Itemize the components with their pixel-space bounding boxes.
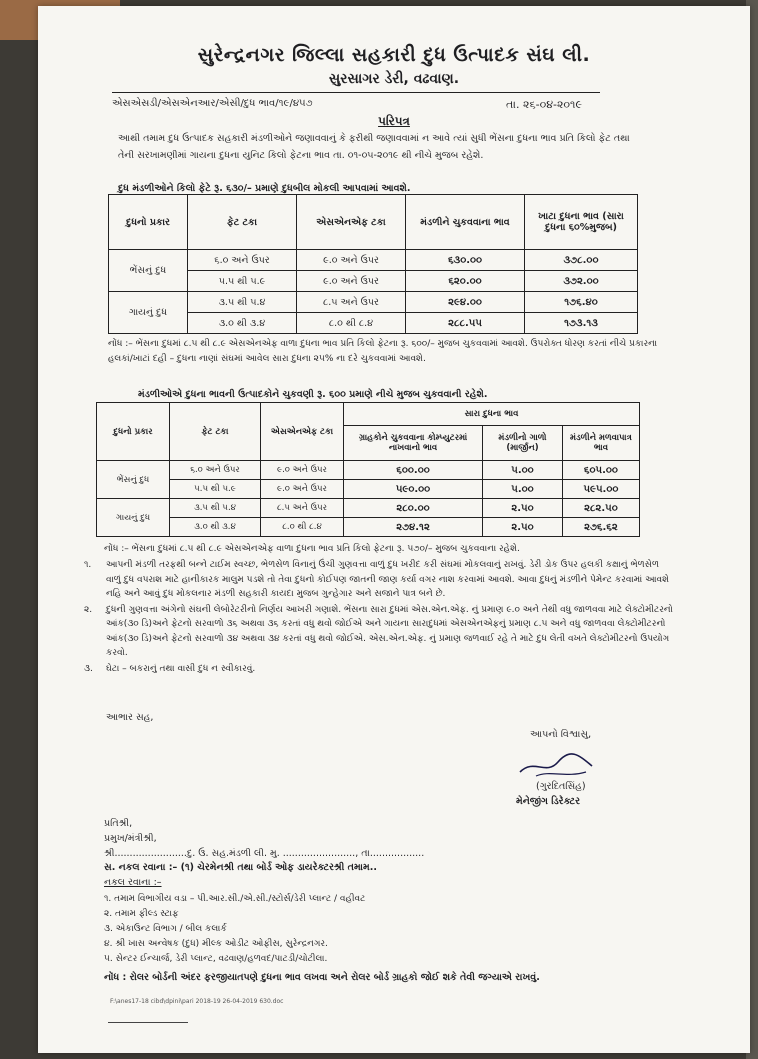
cell-fat: ૬.૦ અને ઉપર bbox=[170, 461, 261, 480]
cell-receivable: ૨૭૬.૬૨ bbox=[562, 518, 639, 537]
cell-sour: ૧૭૬.૪૦ bbox=[525, 292, 638, 313]
point-text: ઘેટા – બકરાનું તથા વાસી દુધ ન સ્વીકારવું. bbox=[106, 663, 256, 674]
point-text: દુધની ગુણવત્તા અંગેનો સંઘની લેબોરેટરીનો નિર્ણય આખરી ગણાશે. ભેંસના સારા દુધમાં એસ.એન.એફ. નું પ્રમાણ ૯.૦ અને તેથી વધુ જાળવવા માટે લેક્ટોમીટરનો આંક(૩૦ ડિ)અને ફેટનો સરવાળો ૩૬ અથવા ૩૬ કરતાં વધુ થવો જોઈએ અને ગાયના સારાદુધમાં એસએનએફનું પ્રમાણ ૮.૫ અને વધુ જાળવવા લેક્ટોમીટરનો આંક(૩૦ ડિ)અને ફેટનો સરવાળો ૩૪ અથવા ૩૪ કરતાં વધુ થવો જોઈએ. એસ.એન.એફ. નું પ્રમાણ જળવાઈ રહે તે માટે દુધ લેતી વખતે લેક્ટોમીટરનો ઉપયોગ કરવો. bbox=[106, 604, 673, 658]
col-computer-rate: ગ્રાહકોને ચુકવવાના કોમ્પ્યુટરમાં નાખવાનો ભાવ bbox=[344, 426, 483, 461]
cell-fat: ૩.૦ થી ૩.૪ bbox=[170, 518, 261, 537]
cell-sour: ૩૭૨.૦૦ bbox=[525, 271, 638, 292]
copy-to-list bbox=[104, 892, 365, 967]
col-group-good-milk: સારા દુધના ભાવ bbox=[344, 403, 640, 426]
cell-milk-type: ભેંસનું દુધ bbox=[109, 250, 188, 292]
address-line: પ્રમુખ/મંત્રીશ્રી, bbox=[104, 833, 157, 844]
cell-snf: ૯.૦ અને ઉપર bbox=[261, 480, 344, 499]
file-path: F:\anes17-18 cibd\dpini\pari 2018-19 26-04-2019 630.doc bbox=[110, 998, 284, 1005]
list-item: ૩. એકાઉન્ટ વિભાગ / બીલ કલાર્ક bbox=[104, 924, 227, 934]
cell-computer: ૨૮૦.૦૦ bbox=[344, 499, 483, 518]
cell-sour: ૧૭૩.૧૩ bbox=[525, 313, 638, 334]
cell-fat: ૩.૦ થી ૩.૪ bbox=[188, 313, 297, 334]
cell-rate: ૬૨૦.૦૦ bbox=[406, 271, 525, 292]
cell-computer: ૨૭૪.૧૨ bbox=[344, 518, 483, 537]
producer-rate-table bbox=[96, 402, 640, 537]
col-margin: મંડળીનો ગાળો (માર્જીન) bbox=[483, 426, 563, 461]
table-row bbox=[97, 480, 640, 499]
table-row bbox=[109, 313, 638, 334]
table-row bbox=[97, 518, 640, 537]
table-row bbox=[97, 461, 640, 480]
point-text: આપની મંડળી તરફથી બન્ને ટાઈમ સ્વચ્છ, ભેળસેળ વિનાનું ઉંચી ગુણવત્તા વાળું દુધ ખરીદ કરી સંઘમાં મોકલવાનું રાખવું. ડેરી ડોક ઉપર હલકી કક્ષાનું ભેળસેળ વાળું દુધ વપરાશ માટે હાનીકારક માલુમ પડશે તો તેવા દુધનો કોઈપણ જાતની જાણ કર્યા વગર નાશ કરવામાં આવશે. આવા દુધનું મંડળીને પેમેન્ટ કરવામાં આવશે નહિ અને આવું દુધ મોકલનાર મંડળી સહકારી કાયદા મુજબ ગુન્હેગાર અને સજાને પાત્ર બને છે. bbox=[106, 560, 670, 599]
circular-date: તા. ૨૬-૦૪-૨૦૧૯ bbox=[506, 98, 582, 111]
col-society-rate: મંડળીને ચુકવવાના ભાવ bbox=[406, 195, 525, 250]
cell-snf: ૮.૦ થી ૮.૪ bbox=[261, 518, 344, 537]
cell-fat: ૬.૦ અને ઉપર bbox=[188, 250, 297, 271]
list-item bbox=[84, 662, 674, 677]
cell-receivable: ૫૯૫.૦૦ bbox=[562, 480, 639, 499]
cell-receivable: ૬૦૫.૦૦ bbox=[562, 461, 639, 480]
table-row bbox=[109, 250, 638, 271]
cell-computer: ૫૯૦.૦૦ bbox=[344, 480, 483, 499]
list-item: ૧. તમામ વિભાગીય વડા – પી.આર.સી./એ.સી./સ્ટોર્સ/ડેરી પ્લાન્ટ / વહીવટ bbox=[104, 894, 366, 904]
table1-intro: દુધ મંડળીઓને કિલો ફેટે રૂ. ૬૩૦/– પ્રમાણે દુધબીલ મોકલી આપવામાં આવશે. bbox=[118, 183, 411, 194]
table1-note: નોંધ :– ભેંસના દુધમાં ૮.૫ થી ૮.૯ એસએનએફ વાળા દુધના ભાવ પ્રતિ કિલો ફેટના રૂ. ૬૦૦/– મુજબ ચુકવવામાં આવશે. ઉપરોક્ત ધોરણ કરતાં નીચે પ્રકારના હલકાં/ખાટાં દહી – દુધના નાણાં સંઘમાં આવેલ સારા દુધના ૨૫% ના દરે ચુકવવામાં આવશે. bbox=[108, 339, 658, 364]
cell-fat: ૩.૫ થી ૫.૪ bbox=[188, 292, 297, 313]
cell-rate: ૨૯૪.૦૦ bbox=[406, 292, 525, 313]
cell-sour: ૩૭૮.૦૦ bbox=[525, 250, 638, 271]
cell-snf: ૯.૦ અને ઉપર bbox=[261, 461, 344, 480]
cell-snf: ૯.૦ અને ઉપર bbox=[297, 271, 406, 292]
cell-receivable: ૨૮૨.૫૦ bbox=[562, 499, 639, 518]
cell-rate: ૨૮૮.૫૫ bbox=[406, 313, 525, 334]
col-milk-type: દુધનો પ્રકાર bbox=[109, 195, 188, 250]
cell-fat: ૫.૫ થી ૫.૯ bbox=[188, 271, 297, 292]
organization-address: સુરસાગર ડેરી, વઢવાણ. bbox=[328, 71, 460, 87]
reference-number: એસએસડી/એસએનઆર/એસી/દુધ ભાવ/૧૯/૪૫૭ bbox=[112, 98, 313, 109]
copy-to-title: સ. નકલ રવાના :– (૧) ચેરમેનશ્રી તથા બોર્ડ ઓફ ડાયરેક્ટરશ્રી તમામ.. bbox=[104, 862, 377, 873]
yours-faithfully: આપનો વિશ્વાસુ, bbox=[530, 729, 592, 740]
cell-snf: ૮.૦ થી ૮.૪ bbox=[297, 313, 406, 334]
cell-fat: ૫.૫ થી ૫.૯ bbox=[170, 480, 261, 499]
table-row bbox=[109, 271, 638, 292]
cell-milk-type: ગાયનું દુધ bbox=[109, 292, 188, 334]
cell-snf: ૮.૫ અને ઉપર bbox=[297, 292, 406, 313]
regards-text: આભાર સહ, bbox=[106, 712, 154, 723]
cell-snf: ૮.૫ અને ઉપર bbox=[261, 499, 344, 518]
col-snf: એસએનએફ ટકા bbox=[297, 195, 406, 250]
organization-name: સુરેન્દ્રનગર જિલ્લા સહકારી દુધ ઉત્પાદક સંઘ લી. bbox=[197, 44, 591, 66]
list-item: ૨. તમામ ફીલ્ડ સ્ટાફ bbox=[104, 909, 179, 919]
cell-margin: ૫.૦૦ bbox=[483, 461, 563, 480]
cell-snf: ૯.૦ અને ઉપર bbox=[297, 250, 406, 271]
table-header-row bbox=[97, 403, 640, 426]
address-line: શ્રી........................દુ. ઉ. સહ.મંડળી લી. મુ. ........................, તા.................. bbox=[104, 848, 425, 859]
signer-name: (ગુરદિતસિંહ) bbox=[536, 781, 586, 792]
col-fat: ફેટ ટકા bbox=[188, 195, 297, 250]
cell-fat: ૩.૫ થી ૫.૪ bbox=[170, 499, 261, 518]
list-item: ૪. શ્રી ખાસ અન્વેષક (દુધ) મીલ્ક ઓડીટ ઓફીસ, સુરેન્દ્રનગર. bbox=[104, 939, 328, 949]
table2-note: નોંધ :– ભેંસના દુધમાં ૮.૫ થી ૮.૯ એસએનએફ વાળા દુધના ભાવ પ્રતિ કિલો ફેટના રૂ. ૫૭૦/– મુજબ ચુકવવાના રહેશે. bbox=[104, 544, 520, 554]
cell-milk-type: ગાયનું દુધ bbox=[97, 499, 170, 537]
point-number: ૩. bbox=[84, 663, 93, 674]
footer-note: નોંધ : રોલર બોર્ડની અંદર ફરજીયાતપણે દુધના ભાવ લખવા અને રોલર બોર્ડ ગ્રાહકો જોઈ શકે તેવી જગ્યાએ રાખવું. bbox=[104, 972, 540, 983]
instruction-list bbox=[84, 558, 674, 677]
point-number: ૨. bbox=[84, 604, 93, 615]
copy-to-subtitle: નકલ રવાના :– bbox=[104, 877, 162, 888]
document-page bbox=[38, 6, 750, 1053]
society-rate-table bbox=[108, 194, 638, 334]
point-number: ૧. bbox=[84, 560, 92, 570]
col-receivable: મંડળીને મળવાપાત્ર ભાવ bbox=[562, 426, 639, 461]
bottom-rule bbox=[108, 1022, 188, 1023]
signer-title: મેનેજીંગ ડિરેક્ટર bbox=[516, 796, 580, 807]
col-snf: એસએનએફ ટકા bbox=[261, 403, 344, 461]
cell-computer: ૬૦૦.૦૦ bbox=[344, 461, 483, 480]
list-item bbox=[84, 558, 674, 602]
list-item bbox=[84, 603, 674, 661]
col-fat: ફેટ ટકા bbox=[170, 403, 261, 461]
circular-title: પરિપત્ર bbox=[378, 114, 410, 128]
signature-mark bbox=[516, 746, 596, 782]
cell-margin: ૨.૫૦ bbox=[483, 518, 563, 537]
table-header-row bbox=[109, 195, 638, 250]
cell-rate: ૬૩૦.૦૦ bbox=[406, 250, 525, 271]
cell-margin: ૨.૫૦ bbox=[483, 499, 563, 518]
table2-intro: મંડળીઓએ દુધના ભાવની ઉત્પાદકોને ચુકવણી રૂ. ૬૦૦ પ્રમાણે નીચે મુજબ ચુકવવાની રહેશે. bbox=[138, 389, 488, 400]
col-sour-rate: ખાટા દુધના ભાવ (સારા દુધના ૬૦%મુજબ) bbox=[525, 195, 638, 250]
table-row bbox=[97, 499, 640, 518]
list-item: ૫. સેન્ટર ઈન્ચાર્જ, ડેરી પ્લાન્ટ, વઢવાણ/હળવદ/પાટડી/ચોટીલા. bbox=[104, 954, 328, 964]
table-row bbox=[109, 292, 638, 313]
intro-paragraph: આથી તમામ દુધ ઉત્પાદક સહકારી મંડળીઓને જણાવવાનું કે ફરીથી જણાવવામાં ન આવે ત્યાં સુધી ભેંસના દુધના ભાવ પ્રતિ કિલો ફેટ તથા તેની સરખામણીમાં ગાયના દુધના યુનિટ કિલો ફેટના ભાવ તા. ૦૧-૦૫-૨૦૧૯ થી નીચે મુજબ રહેશે. bbox=[118, 133, 630, 161]
address-line: પ્રતિશ્રી, bbox=[104, 818, 133, 829]
cell-margin: ૫.૦૦ bbox=[483, 480, 563, 499]
header-rule bbox=[112, 92, 600, 93]
col-milk-type: દુધનો પ્રકાર bbox=[97, 403, 170, 461]
cell-milk-type: ભેંસનું દુધ bbox=[97, 461, 170, 499]
